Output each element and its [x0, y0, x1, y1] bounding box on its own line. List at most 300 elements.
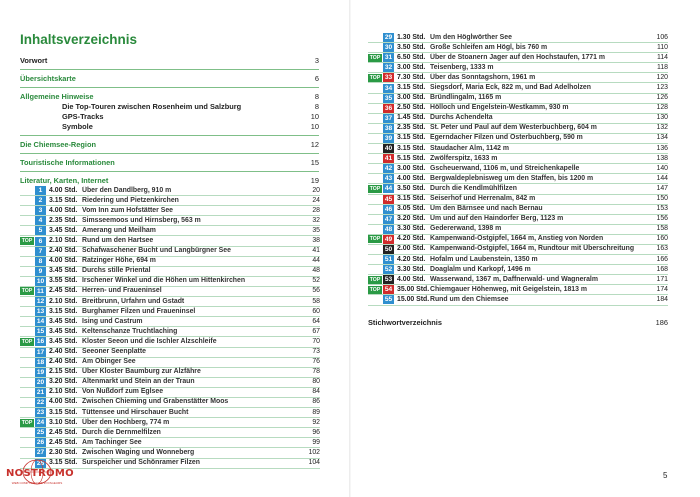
- tour-name: Amerang und Meilham: [82, 226, 156, 234]
- tour-duration: 2.45 Std.: [49, 438, 78, 446]
- tour-row[interactable]: [368, 144, 668, 154]
- tour-page: 48: [312, 267, 320, 275]
- tour-name: Bründlingalm, 1165 m: [430, 94, 502, 102]
- nostromo-logo: [6, 458, 74, 490]
- tour-name: Über den Dandlberg, 910 m: [82, 186, 172, 194]
- tour-duration: 3.15 Std.: [397, 83, 426, 91]
- tour-row[interactable]: [368, 53, 668, 63]
- tour-duration: 3.50 Std.: [397, 184, 426, 192]
- tour-row[interactable]: [368, 114, 668, 124]
- toc-entry[interactable]: Symbole 10: [62, 122, 319, 131]
- tour-duration: 3.00 Std.: [397, 94, 426, 102]
- tour-page: 38: [312, 236, 320, 244]
- tour-row[interactable]: [368, 73, 668, 83]
- tour-row[interactable]: [368, 215, 668, 225]
- tour-name: Um den Höglwörther See: [430, 33, 512, 41]
- tour-page: 171: [656, 275, 668, 283]
- tour-row[interactable]: [20, 196, 320, 206]
- tour-page: 86: [312, 398, 320, 406]
- tour-row[interactable]: [368, 43, 668, 53]
- logo-text: NOSTROMO: [6, 468, 74, 479]
- tour-number-badge: 1: [35, 186, 46, 195]
- tour-name: Durch die Dernmelfilzen: [82, 428, 161, 436]
- tour-row[interactable]: [368, 124, 668, 134]
- tour-duration: 3.15 Std.: [397, 144, 426, 152]
- tour-row[interactable]: [20, 206, 320, 216]
- divider: [20, 69, 319, 70]
- tour-page: 52: [312, 277, 320, 285]
- tour-number-badge: 23: [36, 409, 45, 417]
- tour-duration: 3.55 Std.: [49, 277, 78, 285]
- tour-duration: 2.40 Std.: [49, 348, 78, 355]
- tour-number-badge: 45: [384, 195, 393, 203]
- top-badge: TOP: [369, 185, 381, 192]
- tour-row[interactable]: [368, 83, 668, 93]
- tour-number-badge: 41: [384, 155, 393, 163]
- tour-list-right: [368, 33, 668, 306]
- tour-name: Seeoner Seenplatte: [82, 348, 146, 355]
- tour-number-badge: 32: [384, 64, 393, 72]
- tour-duration: 1.30 Std.: [397, 33, 426, 41]
- tour-duration: 6.50 Std.: [397, 53, 426, 61]
- tour-name: Ising und Castrum: [82, 317, 143, 325]
- tour-row[interactable]: [20, 408, 320, 418]
- tour-number-badge: 54: [384, 286, 393, 294]
- tour-page: 73: [312, 348, 320, 355]
- tour-name: Am Tachinger See: [82, 438, 142, 446]
- tour-duration: 3.15 Std.: [49, 196, 78, 204]
- tour-name: Chiemgauer Höhenweg, mit Geigelstein, 1813 m: [430, 285, 587, 293]
- tour-page: 132: [656, 124, 668, 132]
- tour-number-badge: 33: [384, 74, 393, 82]
- tour-duration: 4.20 Std.: [397, 255, 426, 263]
- tour-row[interactable]: [368, 245, 668, 255]
- tour-row[interactable]: [20, 327, 320, 337]
- page-number: 5: [663, 471, 668, 480]
- tour-name: Simsseemoos und Hirnsberg, 563 m: [82, 216, 201, 224]
- tour-row[interactable]: [368, 134, 668, 144]
- tour-page: 28: [312, 206, 320, 214]
- tour-page: 130: [656, 114, 668, 122]
- tour-number-badge: 14: [36, 318, 45, 326]
- tour-number-badge: 21: [36, 388, 45, 396]
- page-title: Inhaltsverzeichnis: [20, 32, 138, 47]
- tour-name: Kampenwand-Ostgipfel, 1664 m, Anstieg von Norden: [430, 235, 604, 243]
- toc-entry[interactable]: Touristische Informationen 15: [20, 158, 319, 167]
- tour-number-badge: 4: [35, 216, 46, 225]
- tour-number-badge: 28: [36, 459, 45, 467]
- tour-name: Ratzinger Höhe, 694 m: [82, 257, 156, 265]
- tour-page: 120: [656, 73, 668, 81]
- tour-name: Durchs Achendelta: [430, 114, 493, 122]
- tour-page: 56: [312, 287, 320, 295]
- toc-entry[interactable]: GPS-Tracks 10: [62, 112, 319, 121]
- tour-page: 24: [312, 196, 320, 204]
- tour-row[interactable]: [20, 388, 320, 398]
- tour-name: Zwölferspitz, 1633 m: [430, 154, 498, 162]
- tour-page: 147: [656, 184, 668, 192]
- divider: [20, 87, 319, 88]
- tour-page: 110: [657, 43, 668, 51]
- tour-number-badge: 42: [384, 165, 393, 173]
- tour-name: Rund um den Chiemsee: [430, 295, 509, 303]
- tour-name: Breitbrunn, Urfahrn und Gstadt: [82, 297, 185, 305]
- tour-duration: 2.10 Std.: [49, 388, 78, 396]
- tour-name: Surspeicher und Schönramer Filzen: [82, 459, 200, 467]
- tour-number-badge: 39: [384, 134, 393, 142]
- tour-number-badge: 26: [36, 439, 45, 447]
- tour-number-badge: 13: [36, 308, 45, 316]
- tour-number-badge: 40: [384, 145, 393, 153]
- tour-row[interactable]: [20, 277, 320, 287]
- tour-page: 70: [312, 337, 320, 345]
- tour-row[interactable]: [20, 337, 320, 347]
- logo-subtitle: WEB COMPTOIR DES VOYAGEURS: [11, 481, 63, 485]
- tour-row[interactable]: [368, 255, 668, 265]
- tour-row[interactable]: [368, 174, 668, 184]
- tour-number-badge: 18: [36, 358, 45, 366]
- tour-row[interactable]: [20, 236, 320, 246]
- tour-number-badge: 48: [384, 225, 393, 233]
- tour-page: 64: [312, 317, 320, 325]
- tour-duration: 4.00 Std.: [49, 206, 78, 214]
- tour-page: 78: [312, 368, 320, 376]
- tour-number-badge: 9: [35, 267, 46, 276]
- tour-row[interactable]: [20, 368, 320, 378]
- divider: [20, 153, 319, 154]
- tour-row[interactable]: [368, 235, 668, 245]
- tour-duration: 3.45 Std.: [49, 267, 78, 275]
- tour-name: Von Nußdorf zum Eglsee: [82, 388, 164, 396]
- tour-duration: 3.15 Std.: [397, 195, 426, 202]
- tour-number-badge: 16: [36, 338, 45, 346]
- tour-page: 166: [656, 255, 668, 263]
- tour-name: Altenmarkt und Stein an der Traun: [82, 378, 195, 386]
- tour-number-badge: 29: [384, 34, 393, 42]
- tour-duration: 3.10 Std.: [49, 418, 78, 426]
- tour-duration: 3.45 Std.: [49, 317, 78, 325]
- tour-row[interactable]: [368, 295, 668, 305]
- tour-page: 114: [657, 53, 668, 61]
- tour-duration: 3.45 Std.: [49, 226, 78, 234]
- tour-duration: 2.10 Std.: [49, 297, 78, 305]
- tour-page: 126: [656, 94, 668, 102]
- tour-page: 84: [312, 388, 320, 396]
- tour-duration: 35.00 Std.: [397, 285, 430, 293]
- tour-name: St. Peter und Paul auf dem Westerbuchberg, 604 m: [430, 124, 597, 132]
- tour-row[interactable]: [368, 275, 668, 285]
- tour-name: Doaglalm und Karkopf, 1496 m: [430, 265, 531, 273]
- tour-number-badge: 38: [384, 124, 393, 132]
- tour-number-badge: 22: [36, 399, 45, 407]
- tour-duration: 3.00 Std.: [397, 164, 426, 172]
- tour-page: 163: [656, 245, 668, 253]
- tour-duration: 4.00 Std.: [49, 257, 78, 265]
- tour-name: Keltenschanze Truchtlaching: [82, 327, 178, 335]
- tour-name: Durchs stille Priental: [82, 267, 151, 275]
- top-badge: TOP: [21, 288, 33, 295]
- tour-page: 118: [657, 63, 668, 71]
- tour-row[interactable]: [20, 186, 320, 196]
- tour-page: 76: [312, 358, 320, 366]
- tour-number-badge: 17: [36, 348, 45, 356]
- tour-number-badge: 31: [384, 54, 393, 62]
- tour-number-badge: 30: [384, 44, 393, 52]
- tour-duration: 4.20 Std.: [397, 235, 426, 243]
- tour-name: Über Kloster Baumburg zur Alzfähre: [82, 368, 201, 376]
- tour-page: 89: [312, 408, 320, 416]
- top-badge: TOP: [369, 276, 381, 283]
- tour-number-badge: 44: [384, 185, 393, 193]
- tour-row[interactable]: [20, 287, 320, 297]
- tour-name: Vom Inn zum Hofstätter See: [82, 206, 173, 214]
- tour-name: Kloster Seeon und die Ischler Alzschleife: [82, 337, 217, 345]
- tour-row[interactable]: [368, 33, 668, 43]
- top-badge: TOP: [369, 286, 381, 293]
- tour-row[interactable]: [20, 418, 320, 428]
- tour-number-badge: 24: [36, 419, 45, 427]
- tour-row[interactable]: [20, 317, 320, 327]
- tour-row[interactable]: [20, 226, 320, 236]
- tour-name: Gscheuerwand, 1106 m, und Streichenkapelle: [430, 164, 580, 172]
- tour-duration: 1.45 Std.: [397, 114, 426, 122]
- tour-number-badge: 25: [36, 429, 45, 437]
- tour-row[interactable]: [20, 378, 320, 388]
- tour-number-badge: 3: [35, 206, 46, 215]
- tour-name: Irschener Winkel und die Höhen um Hittenkirchen: [82, 277, 246, 285]
- tour-row[interactable]: [20, 247, 320, 257]
- tour-row[interactable]: [20, 297, 320, 307]
- tour-page: 174: [656, 285, 668, 293]
- tour-duration: 3.30 Std.: [397, 265, 426, 273]
- tour-name: Teisenberg, 1333 m: [430, 63, 494, 71]
- tour-row[interactable]: [368, 184, 668, 194]
- tour-page: 104: [308, 459, 320, 467]
- tour-number-badge: 49: [384, 235, 393, 243]
- tour-number-badge: 19: [36, 368, 45, 376]
- tour-name: Über den Hochberg, 774 m: [82, 418, 170, 426]
- tour-page: 134: [656, 134, 668, 142]
- tour-name: Durch die Kendlmühlfilzen: [430, 184, 517, 192]
- tour-page: 106: [656, 33, 668, 41]
- tour-duration: 3.15 Std.: [49, 408, 78, 416]
- tour-duration: 7.30 Std.: [397, 73, 426, 81]
- top-badge: TOP: [369, 54, 381, 61]
- tour-duration: 5.15 Std.: [397, 154, 426, 162]
- index-entry[interactable]: [368, 318, 668, 328]
- tour-page: 153: [656, 205, 668, 213]
- tour-row[interactable]: [368, 154, 668, 164]
- tour-page: 92: [312, 418, 320, 426]
- top-badge: TOP: [369, 236, 381, 243]
- tour-number-badge: 10: [36, 277, 45, 285]
- tour-page: 168: [656, 265, 668, 273]
- tour-name: Über de Stoanern Jager auf den Hochstaufen, 1771 m: [430, 53, 605, 61]
- tour-number-badge: 50: [384, 246, 393, 254]
- tour-row[interactable]: [20, 216, 320, 226]
- tour-name: Tüttensee und Hirschauer Bucht: [82, 408, 189, 416]
- tour-number-badge: 11: [35, 287, 46, 296]
- tour-duration: 3.20 Std.: [49, 378, 78, 386]
- tour-row[interactable]: [368, 164, 668, 174]
- tour-duration: 2.45 Std.: [49, 428, 78, 436]
- tour-name: Riedering und Pietzenkirchen: [82, 196, 179, 204]
- tour-page: 99: [312, 438, 320, 446]
- tour-row[interactable]: [368, 205, 668, 215]
- tour-name: Hölloch und Engelstein-Westkamm, 930 m: [430, 104, 569, 112]
- tour-number-badge: 6: [35, 237, 46, 246]
- tour-duration: 3.05 Std.: [397, 205, 426, 213]
- tour-name: Rund um den Hartsee: [82, 236, 154, 244]
- tour-name: Egerndacher Filzen und Osterbuchberg, 590 m: [430, 134, 583, 142]
- tour-name: Bergwaldерlebnisweg um den Staffen, bis 1200 m: [430, 174, 594, 182]
- tour-number-badge: 35: [384, 94, 393, 102]
- tour-name: Herren- und Fraueninsel: [82, 287, 162, 295]
- tour-name: Um den Bärnsee und nach Bernau: [430, 205, 543, 213]
- tour-page: 58: [312, 297, 320, 305]
- tour-number-badge: 46: [384, 205, 393, 213]
- tour-row[interactable]: [368, 225, 668, 235]
- tour-duration: 2.10 Std.: [49, 236, 78, 244]
- tour-duration: 3.45 Std.: [49, 327, 78, 335]
- tour-duration: 2.35 Std.: [397, 124, 426, 132]
- tour-duration: 3.00 Std.: [397, 63, 426, 71]
- index-page: 186: [655, 318, 668, 327]
- front-matter: [20, 56, 319, 186]
- tour-duration: 4.00 Std.: [397, 174, 426, 182]
- tour-row[interactable]: [368, 94, 668, 104]
- tour-name: Zwischen Chieming und Grabenstätter Moos: [82, 398, 229, 406]
- tour-page: 184: [656, 295, 668, 303]
- tour-row[interactable]: [20, 428, 320, 438]
- tour-duration: 3.15 Std.: [49, 307, 78, 315]
- tour-number-badge: 43: [384, 175, 393, 183]
- top-badge: TOP: [21, 419, 33, 426]
- tour-page: 41: [312, 247, 320, 255]
- tour-number-badge: 53: [384, 276, 393, 284]
- top-badge: TOP: [369, 74, 381, 81]
- tour-number-badge: 20: [36, 378, 45, 386]
- index-label: Stichwortverzeichnis: [368, 318, 442, 327]
- tour-number-badge: 5: [35, 226, 46, 235]
- tour-duration: 3.20 Std.: [397, 215, 426, 223]
- tour-number-badge: 7: [35, 247, 46, 256]
- tour-duration: 2.00 Std.: [397, 245, 426, 253]
- tour-row[interactable]: [368, 104, 668, 114]
- tour-duration: 2.40 Std.: [49, 358, 78, 366]
- book-gutter: [349, 0, 351, 497]
- tour-name: Gedererwand, 1398 m: [430, 225, 502, 233]
- tour-row[interactable]: [20, 267, 320, 277]
- toc-entry[interactable]: Allgemeine Hinweise 8: [20, 92, 319, 101]
- toc-entry[interactable]: Literatur, Karten, Internet 19: [20, 176, 319, 185]
- tour-name: Staudacher Alm, 1142 m: [430, 144, 510, 152]
- tour-page: 123: [656, 83, 668, 91]
- tour-name: Über das Sonntagshorn, 1961 m: [430, 73, 536, 81]
- tour-number-badge: 47: [384, 215, 393, 223]
- tour-name: Seiserhof und Herrenalm, 842 m: [430, 195, 536, 202]
- toc-entry[interactable]: Vorwort 3: [20, 56, 319, 65]
- tour-page: 20: [312, 186, 320, 194]
- tour-page: 80: [312, 378, 320, 386]
- tour-row[interactable]: [20, 307, 320, 317]
- tour-page: 144: [656, 174, 668, 182]
- tour-page: 138: [656, 154, 668, 162]
- toc-entry[interactable]: Übersichtskarte 6: [20, 74, 319, 83]
- tour-page: 158: [656, 225, 668, 233]
- tour-number-badge: 55: [384, 296, 393, 304]
- top-badge: TOP: [21, 238, 33, 245]
- tour-row[interactable]: [20, 257, 320, 267]
- tour-number-badge: 37: [384, 114, 393, 122]
- tour-row[interactable]: [20, 398, 320, 408]
- tour-name: Siegsdorf, Maria Eck, 822 m, und Bad Adelholzen: [430, 83, 591, 91]
- tour-page: 96: [312, 428, 320, 436]
- tour-page: 150: [656, 195, 668, 202]
- tour-duration: 3.45 Std.: [49, 337, 78, 345]
- tour-duration: 2.15 Std.: [49, 368, 78, 376]
- tour-duration: 2.30 Std.: [49, 448, 78, 456]
- tour-duration: 2.45 Std.: [49, 287, 78, 295]
- toc-entry[interactable]: Die Top-Touren zwischen Rosenheim und Salzburg 8: [62, 102, 319, 111]
- tour-row[interactable]: [368, 285, 668, 295]
- tour-page: 44: [312, 257, 320, 265]
- tour-page: 67: [312, 327, 320, 335]
- tour-name: Wasserwand, 1367 m, Daffnerwald- und Wagneralm: [430, 275, 598, 283]
- toc-entry[interactable]: Die Chiemsee-Region 12: [20, 140, 319, 149]
- tour-duration: 4.00 Std.: [49, 186, 78, 194]
- tour-duration: 3.15 Std.: [397, 134, 426, 142]
- tour-page: 136: [656, 144, 668, 152]
- tour-page: 35: [312, 226, 320, 234]
- tour-number-badge: 52: [384, 266, 393, 274]
- tour-number-badge: 36: [384, 104, 393, 112]
- tour-row[interactable]: [20, 358, 320, 368]
- tour-list-left: [20, 186, 320, 469]
- tour-duration: 3.30 Std.: [397, 225, 426, 233]
- tour-name: Schafwaschener Bucht und Langbürgner See: [82, 247, 231, 255]
- tour-name: Hofalm und Laubenstein, 1350 m: [430, 255, 538, 263]
- tour-row[interactable]: [20, 348, 320, 358]
- tour-duration: 4.00 Std.: [49, 398, 78, 406]
- tour-page: 128: [656, 104, 668, 112]
- tour-duration: 2.40 Std.: [49, 247, 78, 255]
- tour-duration: 3.50 Std.: [397, 43, 426, 51]
- tour-name: Zwischen Waging und Wonneberg: [82, 448, 195, 456]
- tour-duration: 2.35 Std.: [49, 216, 78, 224]
- tour-page: 102: [308, 448, 320, 456]
- tour-number-badge: 51: [384, 256, 393, 264]
- tour-number-badge: 27: [36, 449, 45, 457]
- divider: [20, 135, 319, 136]
- tour-page: 156: [656, 215, 668, 223]
- tour-duration: 3.15 Std.: [49, 459, 78, 467]
- tour-number-badge: 15: [36, 328, 45, 336]
- tour-name: Burghamer Filzen und Fraueninsel: [82, 307, 196, 315]
- tour-row[interactable]: [368, 195, 668, 205]
- tour-number-badge: 34: [384, 84, 393, 92]
- tour-duration: 15.00 Std.: [397, 295, 430, 303]
- tour-page: 160: [656, 235, 668, 243]
- tour-name: Große Schleifen am Högl, bis 760 m: [430, 43, 548, 51]
- tour-page: 140: [656, 164, 668, 172]
- tour-name: Kampenwand-Ostgipfel, 1664 m, Rundtour mit Überschreitung: [430, 245, 635, 253]
- tour-row[interactable]: [20, 438, 320, 448]
- tour-row[interactable]: [368, 265, 668, 275]
- tour-page: 60: [312, 307, 320, 315]
- tour-name: Um und auf den Haindorfer Berg, 1123 m: [430, 215, 564, 223]
- tour-row[interactable]: [368, 63, 668, 73]
